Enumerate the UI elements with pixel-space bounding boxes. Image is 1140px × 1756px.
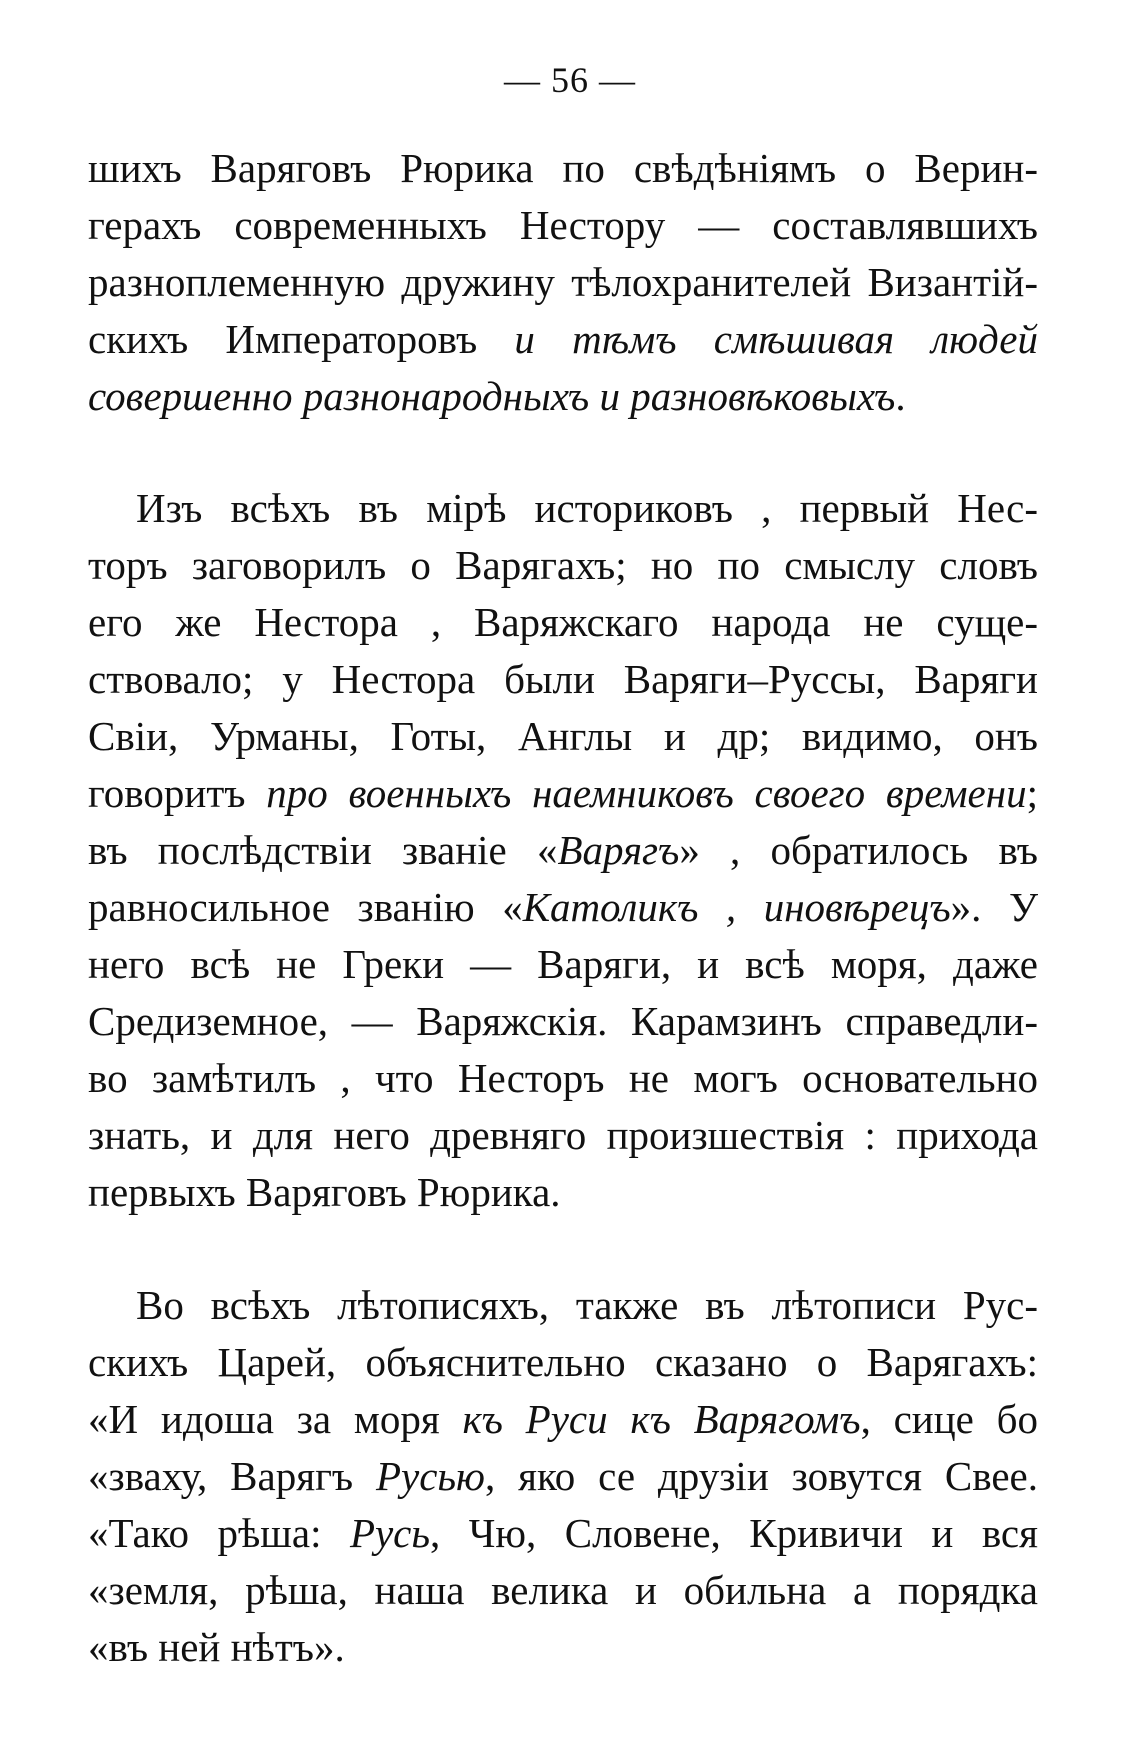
text-line [88,1107,1038,1164]
text-run: скихъ Императоровъ [88,316,515,362]
text-line [88,254,1038,311]
text-run: , сице бо [860,1396,1038,1442]
italic-text: про военныхъ наемниковъ своего времени [266,770,1027,816]
text-run: , Чю, Словене, Кривичи и вся [430,1510,1038,1556]
paragraph-3 [88,1277,1038,1676]
text-line [88,708,1038,765]
text-run: разноплеменную дружину тѣлохранителей Византій- [88,259,1038,305]
text-line [88,594,1038,651]
text-run: скихъ Царей, объяснительно сказано о Варягахъ: [88,1339,1038,1385]
text-line [88,993,1038,1050]
italic-text: Русь [349,1510,431,1556]
text-line [88,368,1038,425]
text-line [88,1619,1038,1676]
text-run: равносильное званію « [88,884,523,930]
text-run: Во всѣхъ лѣтописяхъ, также въ лѣтописи Рус- [136,1282,1038,1328]
italic-text: къ Руси къ Варягомъ [462,1396,861,1442]
text-line [88,140,1038,197]
text-run: ствовало; у Нестора были Варяги–Руссы, Варяги [88,656,1038,702]
text-run: во замѣтилъ , что Несторъ не могъ основательно [88,1055,1038,1101]
paragraph-2 [88,480,1038,1221]
italic-text: совершенно разнонародныхъ и разновѣковыхъ [88,373,896,419]
text-line [88,936,1038,993]
paragraph-1 [88,140,1038,425]
italic-text: Варягъ [557,827,680,873]
text-line [88,1562,1038,1619]
text-run: ». У [950,884,1038,930]
text-run: въ послѣдствіи званіе « [88,827,558,873]
text-run: знать, и для него древняго произшествія : прихода [88,1112,1038,1158]
text-line [88,537,1038,594]
text-run: ; [1026,770,1038,816]
italic-text: Католикъ , иновѣрецъ [522,884,951,930]
text-line [88,311,1038,368]
text-line [88,765,1038,822]
text-run: «зваху, Варягъ [88,1453,376,1499]
text-run: «Тако рѣша: [88,1510,350,1556]
text-line [88,480,1038,537]
text-run: , яко се друзіи зовутся Свее. [484,1453,1038,1499]
text-run: «И идоша за моря [88,1396,463,1442]
text-run: торъ заговорилъ о Варягахъ; но по смыслу словъ [88,542,1038,588]
italic-text: и тѣмъ смѣшивая людей [514,316,1038,362]
text-line [88,1050,1038,1107]
text-line [88,1164,1038,1221]
text-run: Изъ всѣхъ въ мірѣ историковъ , первый Нес- [136,485,1038,531]
text-line [88,1448,1038,1505]
text-run: . [895,373,906,419]
text-run: Свіи, Урманы, Готы, Англы и др; видимо, онъ [88,713,1038,759]
text-line [88,1277,1038,1334]
text-line [88,1391,1038,1448]
page-number: — 56 — [504,60,636,100]
text-run: говоритъ [88,770,267,816]
text-run: «въ ней нѣтъ». [88,1624,345,1670]
text-line [88,651,1038,708]
text-run: его же Нестора , Варяжскаго народа не суще- [88,599,1038,645]
text-run: первыхъ Варяговъ Рюрика. [88,1169,561,1215]
text-run: «земля, рѣша, наша велика и обильна а порядка [88,1567,1038,1613]
text-run: Средиземное, — Варяжскія. Карамзинъ справедли- [88,998,1038,1044]
text-run: » , обратилось въ [679,827,1038,873]
text-line [88,1334,1038,1391]
text-run: шихъ Варяговъ Рюрика по свѣдѣніямъ о Верин- [88,145,1038,191]
text-line [88,879,1038,936]
text-line [88,1505,1038,1562]
italic-text: Русью [375,1453,485,1499]
text-line [88,822,1038,879]
text-run: герахъ современныхъ Нестору — составлявшихъ [88,202,1038,248]
text-run: него всѣ не Греки — Варяги, и всѣ моря, даже [88,941,1038,987]
text-line [88,197,1038,254]
